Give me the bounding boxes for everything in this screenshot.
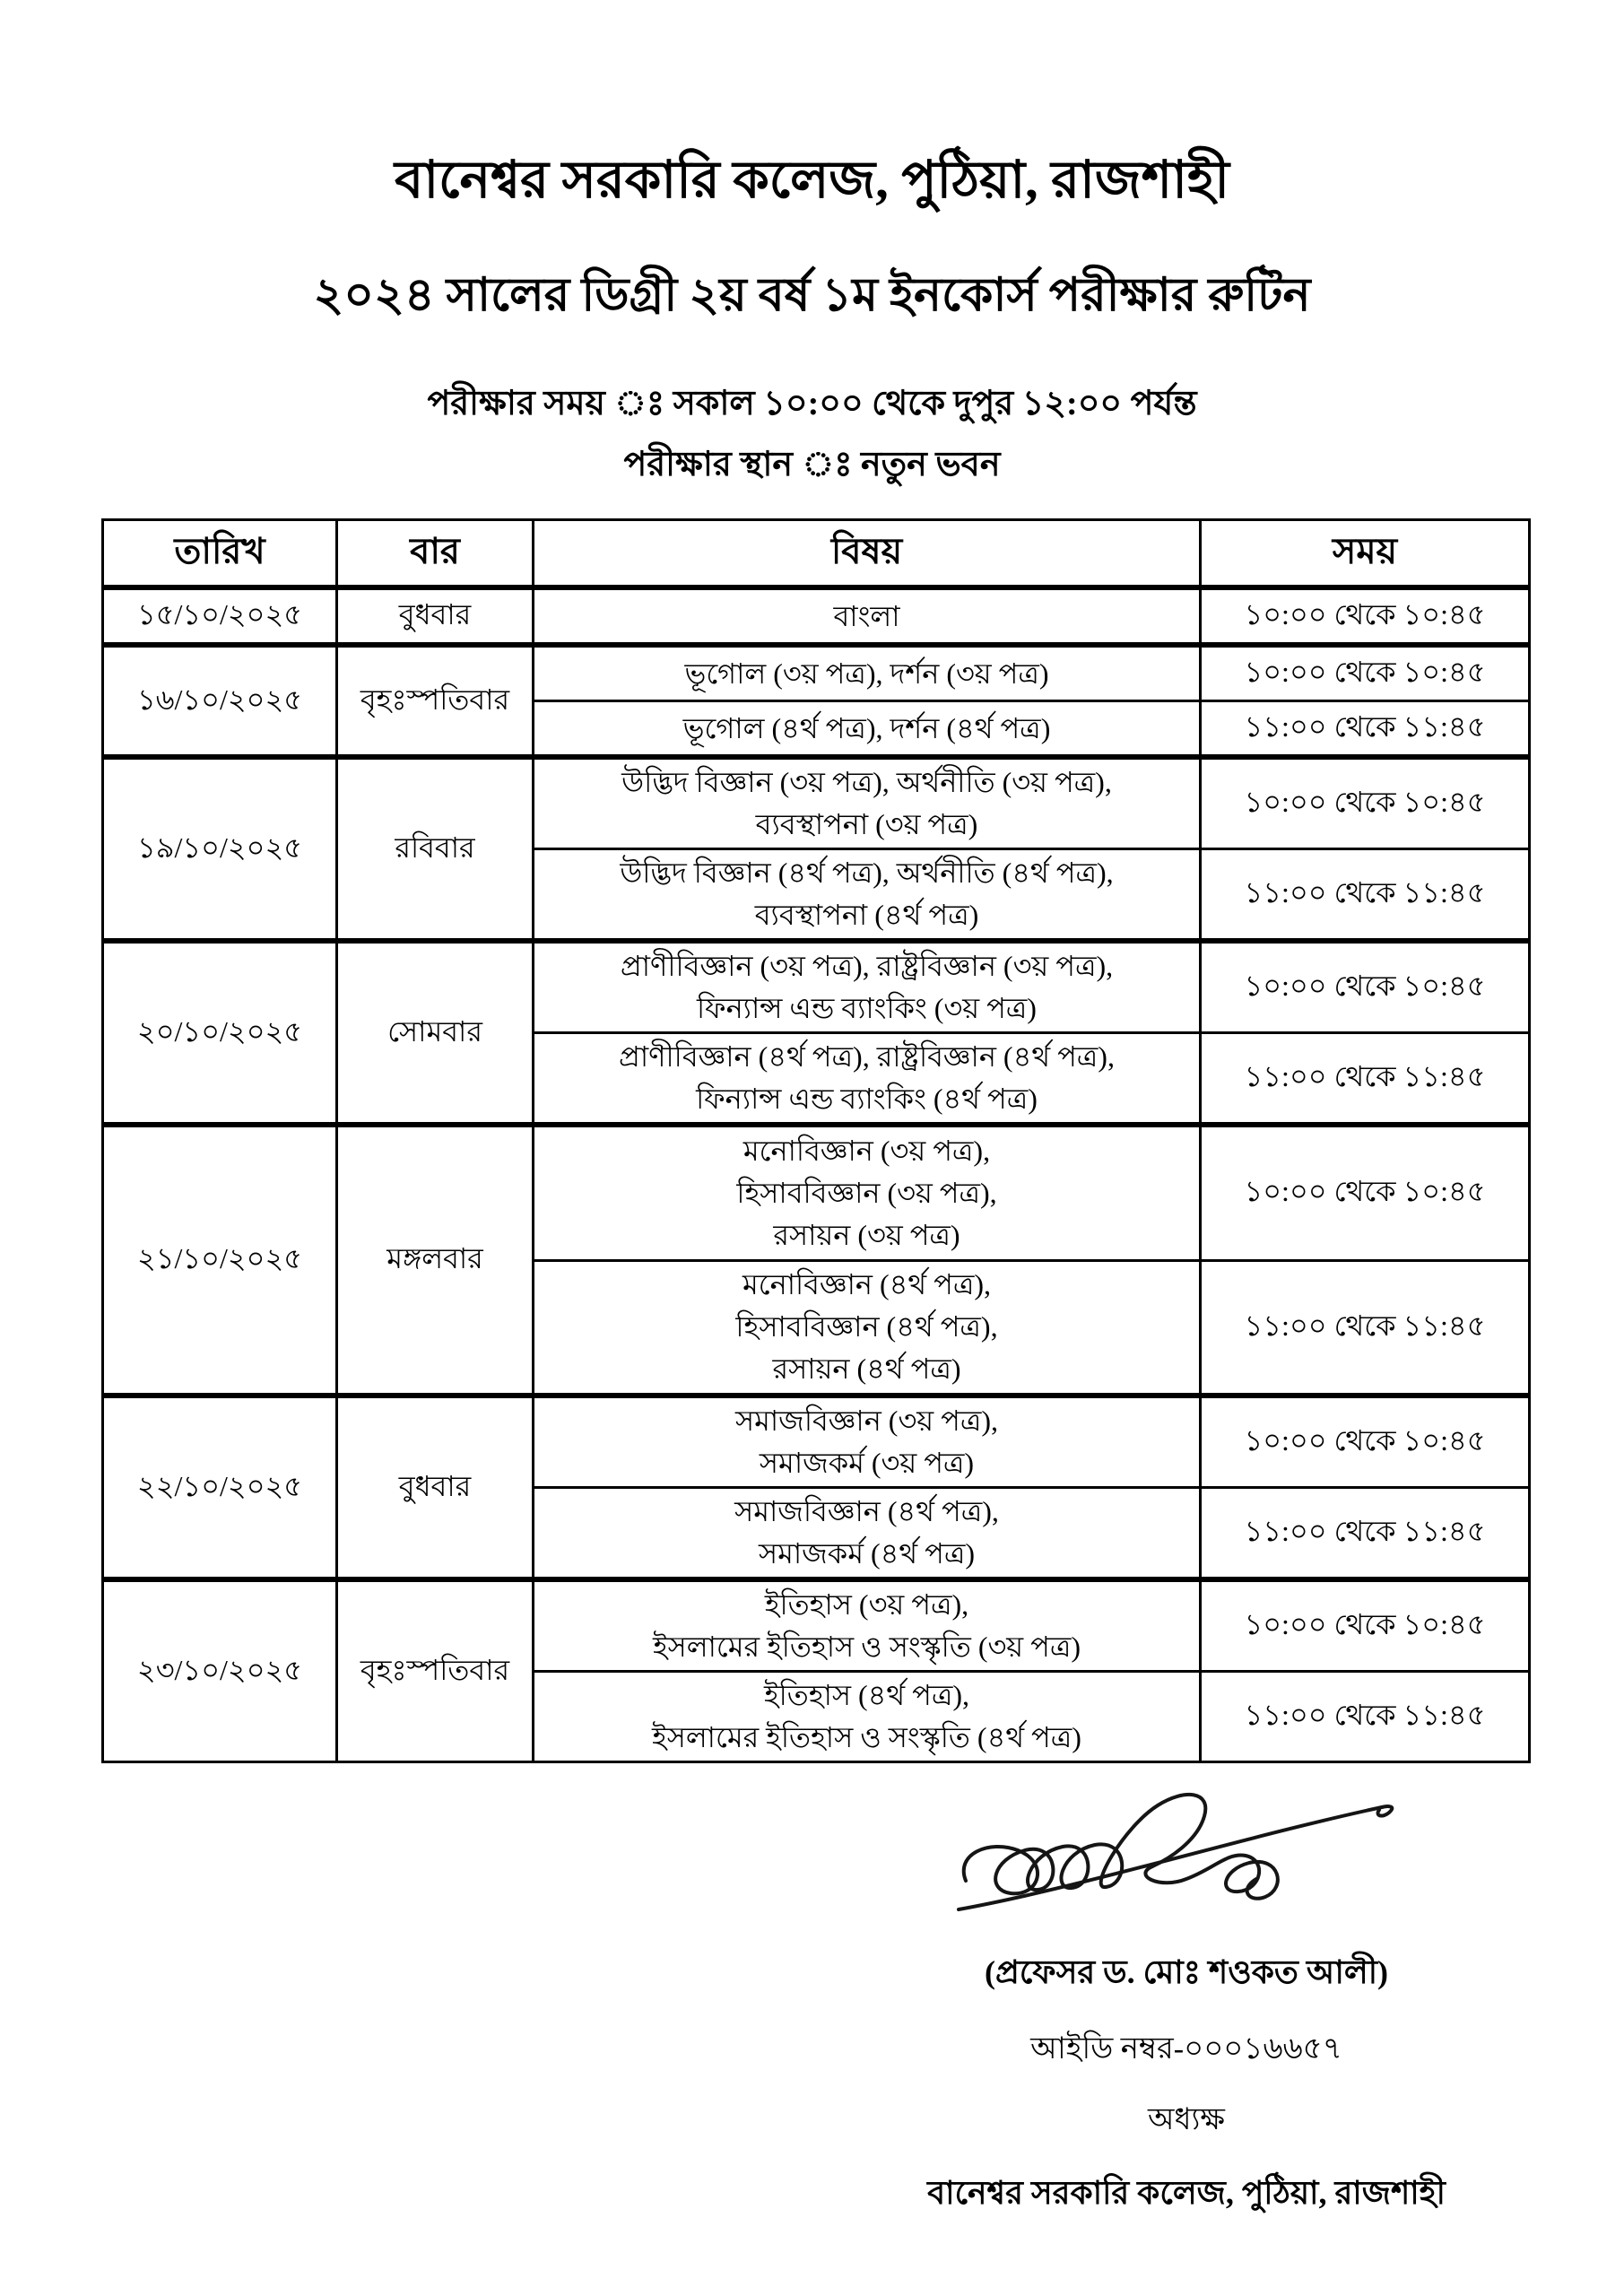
subject-line: ভূগোল (৪র্থ পত্র), দর্শন (৪র্থ পত্র) xyxy=(682,711,1051,744)
time-cell: ১১:০০ থেকে ১১:৪৫ xyxy=(1201,1260,1530,1396)
subject-line: হিসাববিজ্ঞান (৩য় পত্র), xyxy=(736,1176,997,1209)
subject-line: ইসলামের ইতিহাস ও সংস্কৃতি (৩য় পত্র) xyxy=(652,1631,1081,1663)
subject-cell xyxy=(534,587,1201,645)
table-row xyxy=(103,941,1530,1033)
signatory-institution: বানেশ্বর সরকারি কলেজ, পুঠিয়া, রাজশাহী xyxy=(927,2175,1446,2211)
subject-line: সমাজবিজ্ঞান (৩য় পত্র), xyxy=(735,1405,998,1437)
table-header-row xyxy=(103,520,1530,588)
date-cell: ২২/১০/২০২৫ xyxy=(103,1396,337,1579)
exam-schedule-table xyxy=(101,518,1531,1763)
subject-line: ফিন্যান্স এন্ড ব্যাংকিং (৩য় পত্র) xyxy=(697,992,1037,1024)
subject-line: ভূগোল (৩য় পত্র), দর্শন (৩য় পত্র) xyxy=(684,657,1049,690)
subject-line: প্রাণীবিজ্ঞান (৩য় পত্র), রাষ্ট্রবিজ্ঞান (৩য় পত্র), xyxy=(620,950,1114,982)
subject-cell xyxy=(534,1033,1201,1126)
subject-line: রসায়ন (৪র্থ পত্র) xyxy=(772,1352,961,1386)
schedule-body xyxy=(103,587,1530,1762)
signatory-name: (প্রফেসর ড. মোঃ শওকত আলী) xyxy=(984,1954,1389,1990)
time-cell: ১১:০০ থেকে ১১:৪৫ xyxy=(1201,1033,1530,1126)
date-cell: ২১/১০/২০২৫ xyxy=(103,1125,337,1396)
day-cell: বুধবার xyxy=(337,1396,534,1579)
subject-line: সমাজবিজ্ঞান (৪র্থ পত্র), xyxy=(734,1495,999,1527)
time-cell: ১১:০০ থেকে ১১:৪৫ xyxy=(1201,1488,1530,1580)
header-date: তারিখ xyxy=(103,520,337,588)
exam-venue-line: পরীক্ষার স্থান ঃ নতুন ভবন xyxy=(623,446,1001,483)
subject-line: উদ্ভিদ বিজ্ঞান (৩য় পত্র), অর্থনীতি (৩য় পত্র), xyxy=(621,766,1112,798)
subject-cell xyxy=(534,1396,1201,1488)
routine-title: ২০২৪ সালের ডিগ্রী ২য় বর্ষ ১ম ইনকোর্স পরীক্ষার রুটিন xyxy=(313,270,1311,321)
table-row xyxy=(103,1396,1530,1488)
time-cell: ১০:০০ থেকে ১০:৪৫ xyxy=(1201,941,1530,1033)
date-cell: ২৩/১০/২০২৫ xyxy=(103,1579,337,1762)
subject-line: হিসাববিজ্ঞান (৪র্থ পত্র), xyxy=(735,1310,998,1344)
table-row xyxy=(103,587,1530,645)
date-cell: ১৯/১০/২০২৫ xyxy=(103,757,337,941)
table-row xyxy=(103,757,1530,849)
subject-line: বাংলা xyxy=(833,599,900,632)
table-row xyxy=(103,645,1530,701)
subject-cell xyxy=(534,941,1201,1033)
table-row xyxy=(103,1125,1530,1260)
table-row xyxy=(103,1579,1530,1672)
subject-line: মনোবিজ্ঞান (৪র্থ পত্র), xyxy=(742,1268,991,1301)
time-cell: ১০:০০ থেকে ১০:৪৫ xyxy=(1201,757,1530,849)
day-cell: রবিবার xyxy=(337,757,534,941)
subject-cell xyxy=(534,701,1201,758)
subject-cell xyxy=(534,757,1201,849)
time-cell: ১০:০০ থেকে ১০:৪৫ xyxy=(1201,1579,1530,1672)
time-cell: ১১:০০ থেকে ১১:৪৫ xyxy=(1201,1672,1530,1762)
subject-line: রসায়ন (৩য় পত্র) xyxy=(773,1218,960,1251)
subject-line: ব্যবস্থাপনা (৪র্থ পত্র) xyxy=(754,899,979,931)
signature-block xyxy=(828,1948,1545,2222)
subject-cell xyxy=(534,849,1201,942)
date-cell: ১৫/১০/২০২৫ xyxy=(103,587,337,645)
subject-line: সমাজকর্ম (৪র্থ পত্র) xyxy=(758,1537,975,1570)
subject-cell xyxy=(534,645,1201,701)
subject-line: ফিন্যান্স এন্ড ব্যাংকিং (৪র্থ পত্র) xyxy=(696,1083,1038,1115)
signature-image xyxy=(953,1769,1411,1930)
time-cell: ১১:০০ থেকে ১১:৪৫ xyxy=(1201,701,1530,758)
subject-cell xyxy=(534,1488,1201,1580)
subject-cell xyxy=(534,1260,1201,1396)
date-cell: ১৬/১০/২০২৫ xyxy=(103,645,337,757)
date-cell: ২০/১০/২০২৫ xyxy=(103,941,337,1125)
header-time: সময় xyxy=(1201,520,1530,588)
time-cell: ১০:০০ থেকে ১০:৪৫ xyxy=(1201,645,1530,701)
header-day: বার xyxy=(337,520,534,588)
subject-cell xyxy=(534,1672,1201,1762)
subject-line: ইসলামের ইতিহাস ও সংস্কৃতি (৪র্থ পত্র) xyxy=(652,1721,1081,1753)
subject-line: ব্যবস্থাপনা (৩য় পত্র) xyxy=(755,808,978,840)
day-cell: বুধবার xyxy=(337,587,534,645)
time-cell: ১০:০০ থেকে ১০:৪৫ xyxy=(1201,587,1530,645)
day-cell: বৃহঃস্পতিবার xyxy=(337,1579,534,1762)
time-cell: ১০:০০ থেকে ১০:৪৫ xyxy=(1201,1125,1530,1260)
header-subject: বিষয় xyxy=(534,520,1201,588)
exam-time-line: পরীক্ষার সময় ঃ সকাল ১০:০০ থেকে দুপুর ১২:০০ পর্যন্ত xyxy=(427,385,1197,422)
subject-cell xyxy=(534,1125,1201,1260)
subject-line: ইতিহাস (৪র্থ পত্র), xyxy=(763,1679,970,1711)
subject-line: ইতিহাস (৩য় পত্র), xyxy=(764,1588,969,1621)
subject-line: উদ্ভিদ বিজ্ঞান (৪র্থ পত্র), অর্থনীতি (৪র্থ পত্র), xyxy=(620,857,1114,889)
subject-line: মনোবিজ্ঞান (৩য় পত্র), xyxy=(743,1134,991,1167)
subject-line: প্রাণীবিজ্ঞান (৪র্থ পত্র), রাষ্ট্রবিজ্ঞান (৪র্থ পত্র), xyxy=(619,1040,1115,1073)
signatory-designation: অধ্যক্ষ xyxy=(1148,2103,1225,2136)
college-name-title: বানেশ্বর সরকারি কলেজ, পুঠিয়া, রাজশাহী xyxy=(395,151,1229,209)
day-cell: মঙ্গলবার xyxy=(337,1125,534,1396)
day-cell: বৃহঃস্পতিবার xyxy=(337,645,534,757)
signatory-id: আইডি নম্বর-০০০১৬৬৫৭ xyxy=(1030,2032,1342,2066)
day-cell: সোমবার xyxy=(337,941,534,1125)
subject-cell xyxy=(534,1579,1201,1672)
time-cell: ১০:০০ থেকে ১০:৪৫ xyxy=(1201,1396,1530,1488)
time-cell: ১১:০০ থেকে ১১:৪৫ xyxy=(1201,849,1530,942)
subject-line: সমাজকর্ম (৩য় পত্র) xyxy=(759,1447,975,1479)
